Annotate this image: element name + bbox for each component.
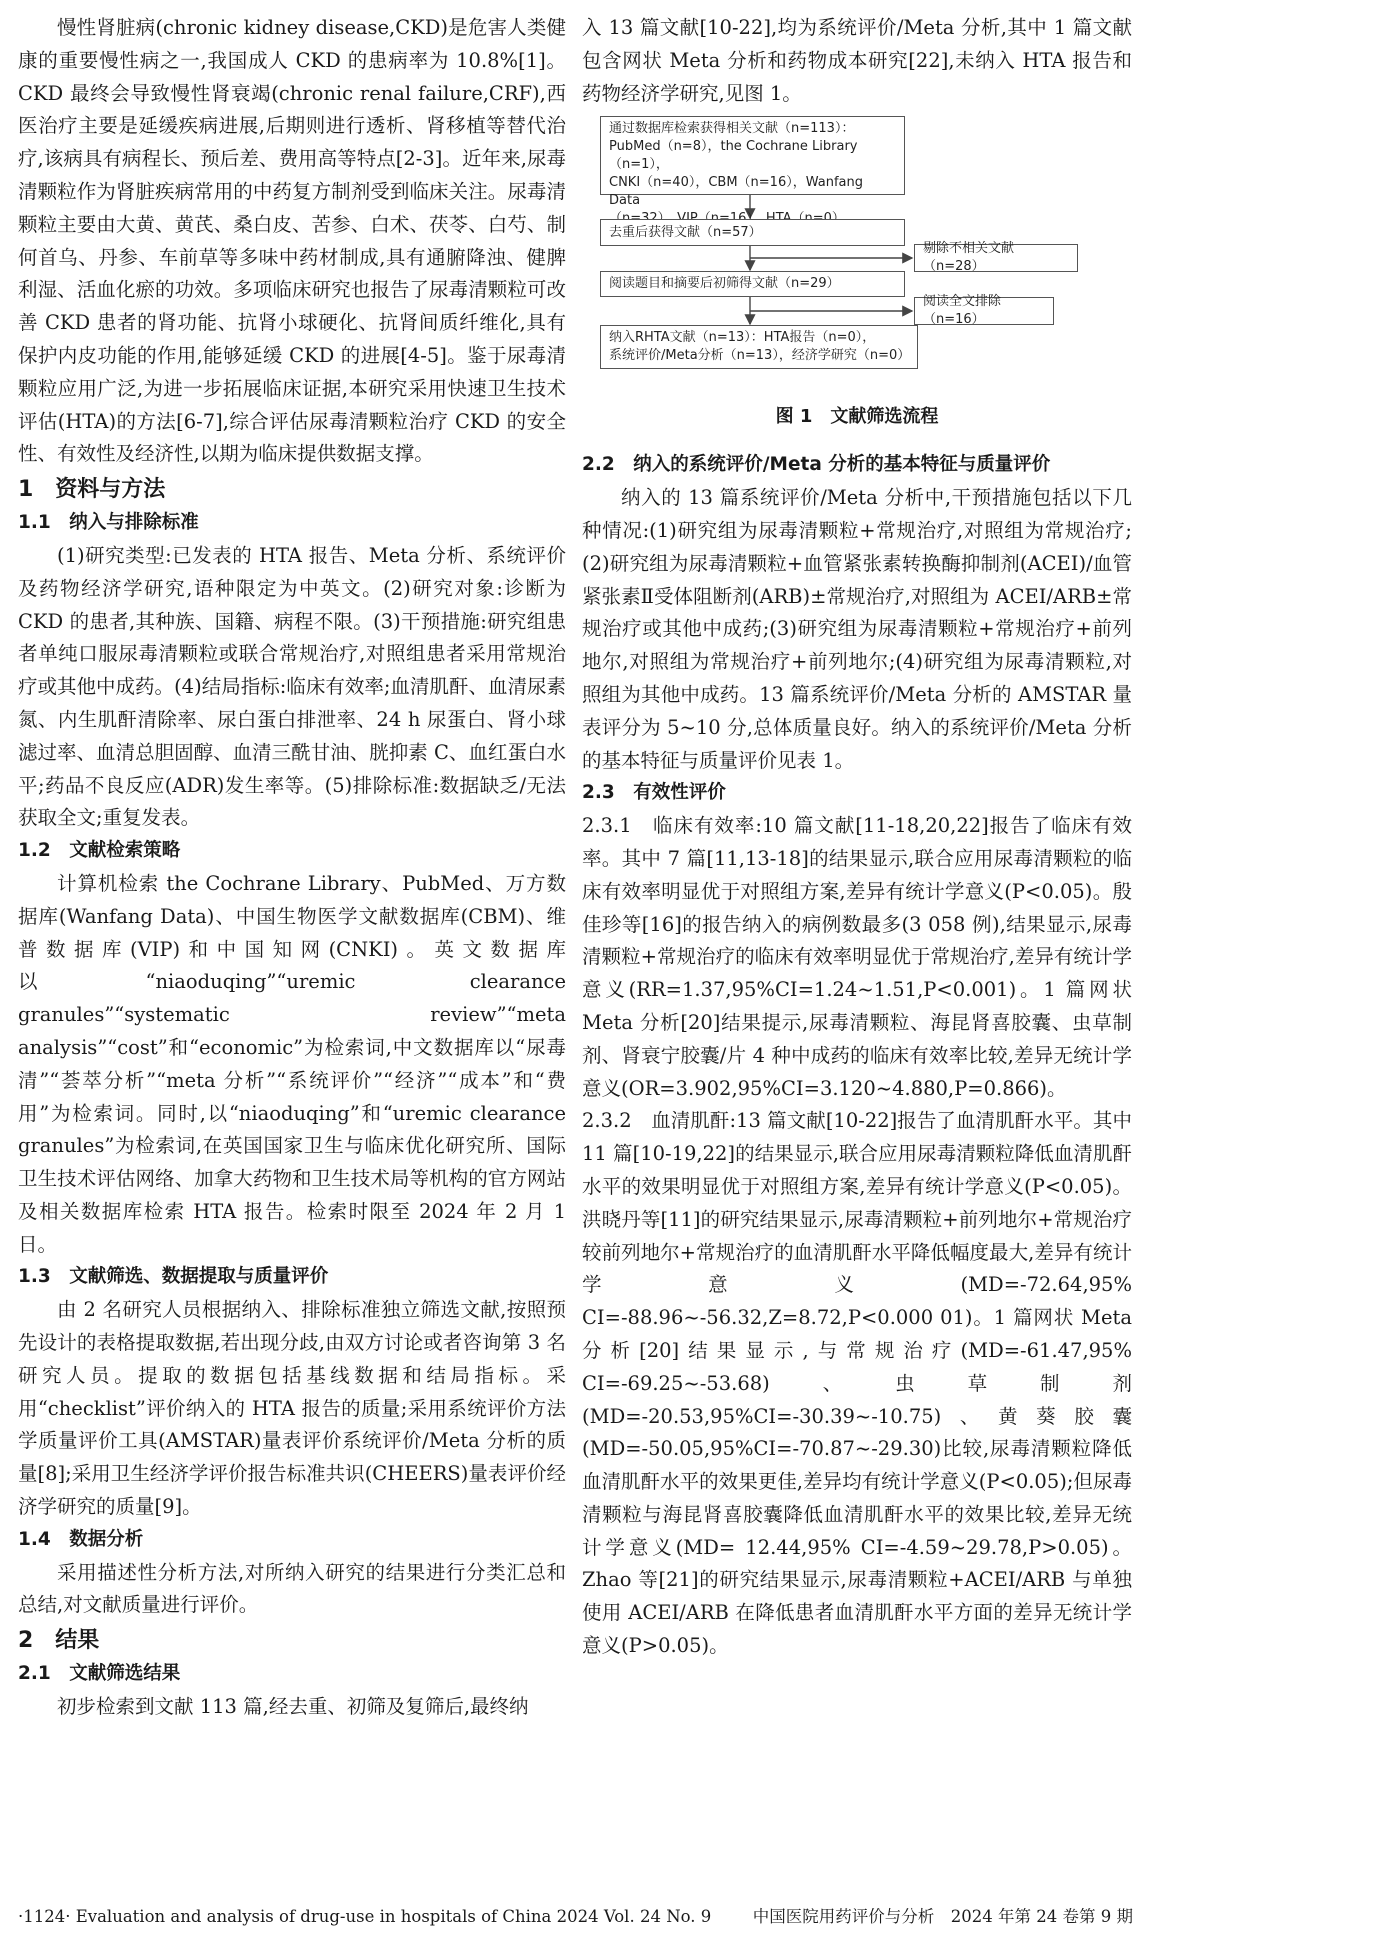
section-1-3-heading: 1.3 文献筛选、数据提取与质量评价 [18, 1266, 329, 1288]
left-column [18, 12, 566, 1724]
section-1-heading: 1 资料与方法 [18, 477, 166, 503]
section-2-1-paragraph: 初步检索到文献 113 篇,经去重、初筛及复筛后,最终纳 [57, 1695, 529, 1719]
section-2-1-continuation: 入 13 篇文献[10-22],均为系统评价/Meta 分析,其中 1 篇文献包含网状 Meta 分析和药物成本研究[22],未纳入 HTA 报告和药物经济学研究,见图 1。 [582, 16, 1132, 105]
section-2-3-1-paragraph: 2.3.1 临床有效率:10 篇文献[11-18,20,22]报告了临床有效率。其中 7 篇[11,13-18]的结果显示,联合应用尿毒清颗粒的临床有效率明显优于对照组方案,差异有统计学意义(P<0.05)。殷佳珍等[16]的报告纳入的病例数最多(3 058 例),结果显示,尿毒清颗粒+常规治疗的临床有效率明显优于常规治疗,差异有统计学意义(RR=1.37,95%CI=1.24~1.51,P<0.001)。1 篇网状 Meta 分析[20]结果提示,尿毒清颗粒、海昆肾喜胶囊、虫草制剂、肾衰宁胶囊/片 4 种中成药的临床有效率比较,差异无统计学意义(OR=3.902,95%CI=3.120~4.880,P=0.866)。 [582, 814, 1132, 1100]
section-1-1-paragraph: (1)研究类型:已发表的 HTA 报告、Meta 分析、系统评价及药物经济学研究,语种限定为中英文。(2)研究对象:诊断为 CKD 的患者,其种族、国籍、病程不限。(3)干预措施:研究组患者单纯口服尿毒清颗粒或联合常规治疗,对照组患者采用常规治疗或其他中成药。(4)结局指标:临床有效率;血清肌酐、血清尿素氮、内生肌酐清除率、尿白蛋白排泄率、24 h 尿蛋白、肾小球滤过率、血清总胆固醇、血清三酰甘油、胱抑素 C、血红蛋白水平;药品不良反应(ADR)发生率等。(5)排除标准:数据缺乏/无法获取全文;重复发表。 [18, 543, 566, 830]
flow-box-search: 通过数据库检索获得相关文献（n=113）： PubMed（n=8），the Cochrane Library（n=1）， CNKI（n=40），CBM（n=16），Wanfang Data [600, 116, 905, 195]
page-footer [18, 1906, 1133, 1928]
section-1-3-paragraph: 由 2 名研究人员根据纳入、排除标准独立筛选文献,按照预先设计的表格提取数据,若出现分歧,由双方讨论或者咨询第 3 名研究人员。提取的数据包括基线数据和结局指标。采用“checklist”评价纳入的 HTA 报告的质量;采用系统评价方法学质量评价工具(AMSTAR)量表评价系统评价/Meta 分析的质量[8];采用卫生经济学评价报告标准共识(CHEERS)量表评价经济学研究的质量[9]。 [18, 1298, 566, 1519]
intro-paragraph: 慢性肾脏病(chronic kidney disease,CKD)是危害人类健康的重要慢性病之一,我国成人 CKD 的患病率为 10.8%[1]。CKD 最终会导致慢性肾衰竭(chronic renal failure,CRF),西医治疗主要是延缓疾病进展,后期则进行透析、肾移植等替代治疗,该病具有病程长、预后差、费用高等特点[2-3]。近年来,尿毒清颗粒作为肾脏疾病常用的中药复方制剂受到临床关注。尿毒清颗粒主要由大黄、黄芪、桑白皮、苦参、白术、茯苓、白芍、制何首乌、丹参、车前草等多味中药材制成,具有通腑降浊、健脾利湿、活血化瘀的功效。多项临床研究也报告了尿毒清颗粒可改善 CKD 患者的肾功能、抗肾小球硬化、抗肾间质纤维化,具有保护内皮功能的作用,能够延缓 CKD 的进展[4-5]。鉴于尿毒清颗粒应用广泛,为进一步拓展临床证据,本研究采用快速卫生技术评估(HTA)的方法[6-7],综合评估尿毒清颗粒治疗 CKD 的安全性、有效性及经济性,以期为临床提供数据支撑。 [18, 16, 566, 466]
flow-box-included: 纳入RHTA文献（n=13）：HTA报告（n=0）， 系统评价/Meta分析（n=13），经济学研究（n=0） [600, 325, 918, 369]
flow-box-excluded-fulltext: 阅读全文排除（n=16） [914, 297, 1054, 325]
right-column [582, 12, 1132, 1663]
section-1-4-heading: 1.4 数据分析 [18, 1528, 144, 1550]
section-1-1-heading: 1.1 纳入与排除标准 [18, 512, 199, 534]
flow-box-dedup: 去重后获得文献（n=57） [600, 219, 905, 246]
section-1-4-paragraph: 采用描述性分析方法,对所纳入研究的结果进行分类汇总和总结,对文献质量进行评价。 [18, 1560, 566, 1617]
footer-left: ·1124· Evaluation and analysis of drug-use in hospitals of China 2024 Vol. 24 No. 9 [18, 1907, 712, 1926]
section-1-2-paragraph: 计算机检索 the Cochrane Library、PubMed、万方数据库(Wanfang Data)、中国生物医学文献数据库(CBM)、维普数据库(VIP)和中国知网(CNKI)。英文数据库以“niaoduqing”“uremic clearance granules”“systematic review”“meta analysis”“cost”和“economic”为检索词,中文数据库以“尿毒清”“荟萃分析”“meta 分析”“系统评价”“经济”“成本”和“费用”为检索词。同时,以“niaoduqing”和“uremic clearance granules”为检索词,在英国国家卫生与临床优化研究所、国际卫生技术评估网络、加拿大药物和卫生技术局等机构的官方网站及相关数据库检索 HTA 报告。检索时限至 2024 年 2 月 1 日。 [18, 871, 566, 1256]
section-2-3-heading: 2.3 有效性评价 [582, 782, 726, 804]
flow-box-excluded-irrelevant: 剔除不相关文献（n=28） [914, 244, 1078, 272]
section-2-3-2-paragraph: 2.3.2 血清肌酐:13 篇文献[10-22]报告了血清肌酐水平。其中 11 篇[10-19,22]的结果显示,联合应用尿毒清颗粒降低血清肌酐水平的效果明显优于对照组方案,差异有统计学意义(P<0.05)。洪晓丹等[11]的研究结果显示,尿毒清颗粒+前列地尔+常规治疗较前列地尔+常规治疗的血清肌酐水平降低幅度最大,差异有统计学意义(MD=-72.64,95% CI=-88.96~-56.32,Z=8.72,P<0.000 01)。1 篇网状 Meta 分析[20]结果显示,与常规治疗(MD=-61.47,95% CI=-69.25~-53.68)、虫草制剂(MD=-20.53,95%CI=-30.39~-10.75)、黄葵胶囊(MD=-50.05,95%CI=-70.87~-29.30)比较,尿毒清颗粒降低血清肌酐水平的效果更佳,差异均有统计学意义(P<0.05);但尿毒清颗粒与海昆肾喜胶囊降低血清肌酐水平的效果比较,差异无统计学意义(MD= 12.44,95% CI=-4.59~29.78,P>0.05)。Zhao 等[21]的研究结果显示,尿毒清颗粒+ACEI/ARB 与单独使用 ACEI/ARB 在降低患者血清肌酐水平方面的差异无统计学意义(P>0.05)。 [582, 1109, 1132, 1658]
section-2-1-heading: 2.1 文献筛选结果 [18, 1663, 181, 1685]
footer-right: 中国医院用药评价与分析 2024 年第 24 卷第 9 期 [752, 1907, 1133, 1926]
section-2-heading: 2 结果 [18, 1628, 100, 1654]
screening-flowchart [600, 116, 1080, 391]
flow-box-screening: 阅读题目和摘要后初筛得文献（n=29） [600, 271, 905, 297]
section-2-2-heading: 2.2 纳入的系统评价/Meta 分析的基本特征与质量评价 [582, 454, 1051, 476]
figure-caption: 图 1 文献筛选流程 [775, 406, 939, 428]
section-1-2-heading: 1.2 文献检索策略 [18, 840, 181, 862]
section-2-2-paragraph: 纳入的 13 篇系统评价/Meta 分析中,干预措施包括以下几种情况:(1)研究组为尿毒清颗粒+常规治疗,对照组为常规治疗;(2)研究组为尿毒清颗粒+血管紧张素转换酶抑制剂(ACEI)/血管紧张素Ⅱ受体阻断剂(ARB)±常规治疗,对照组为 ACEI/ARB±常规治疗或其他中成药;(3)研究组为尿毒清颗粒+常规治疗+前列地尔,对照组为常规治疗+前列地尔;(4)研究组为尿毒清颗粒,对照组为其他中成药。13 篇系统评价/Meta 分析的 AMSTAR 量表评分为 5~10 分,总体质量良好。纳入的系统评价/Meta 分析的基本特征与质量评价见表 1。 [582, 486, 1132, 772]
